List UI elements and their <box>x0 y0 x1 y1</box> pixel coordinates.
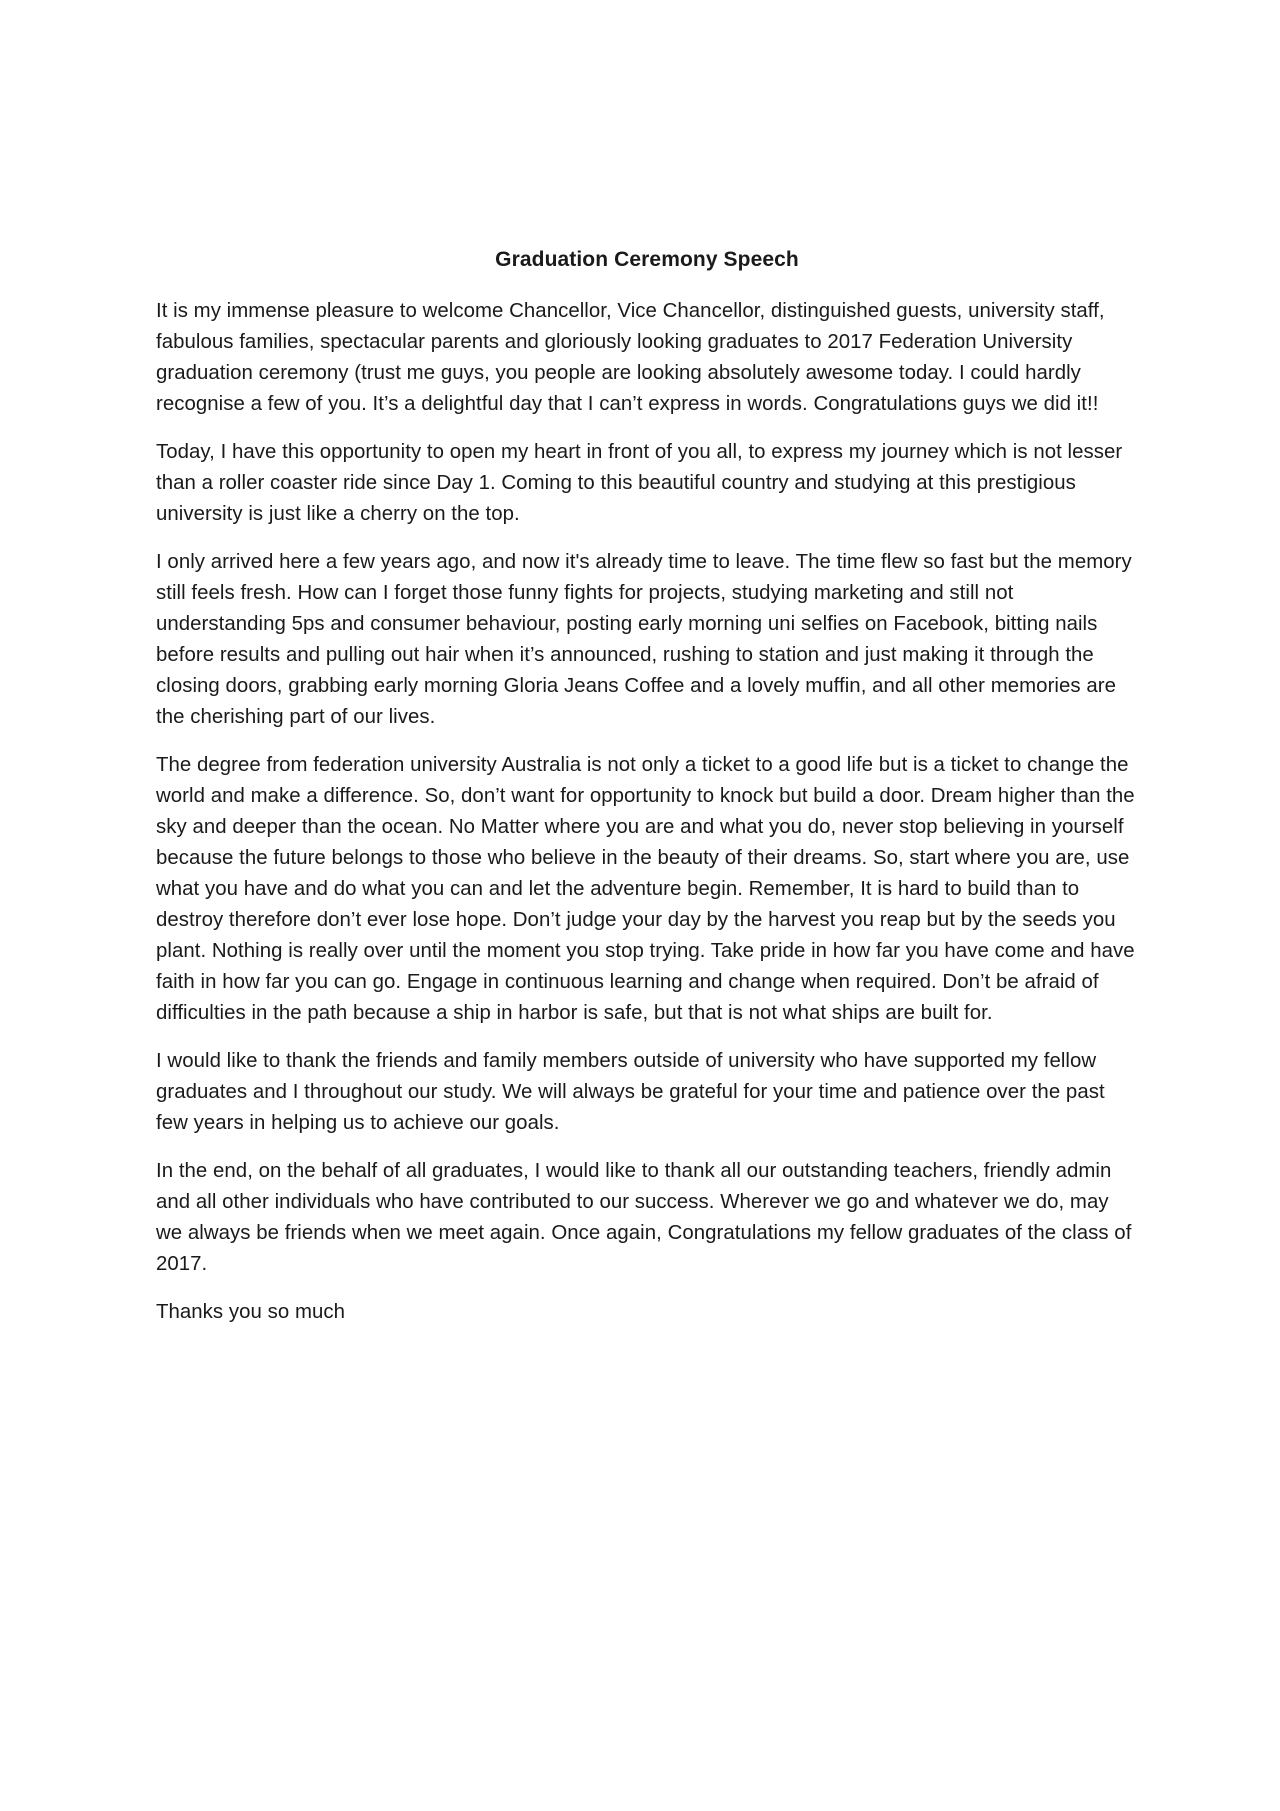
paragraph-degree: The degree from federation university Australia is not only a ticket to a good life but is a ticket to change the world and make a difference. So, don’t want for opportunity to knock but build a door. Dream higher than the sky and deeper than the ocean. No Matter where you are and what you do, never stop believing in yourself because the future belongs to those who believe in the beauty of their dreams. So, start where you are, use what you have and do what you can and let the adventure begin. Remember, It is hard to build than to destroy therefore don’t ever lose hope. Don’t judge your day by the harvest you reap but by the seeds you plant. Nothing is really over until the moment you stop trying. Take pride in how far you have come and have faith in how far you can go. Engage in continuous learning and change when required. Don’t be afraid of difficulties in the path because a ship in harbor is safe, but that is not what ships are built for. <box>156 754 1135 1024</box>
paragraph-welcome: It is my immense pleasure to welcome Chancellor, Vice Chancellor, distinguished guests, university staff, fabulous families, spectacular parents and gloriously looking graduates to 2017 Federation University graduation ceremony (trust me guys, you people are looking absolutely awesome today. I could hardly recognise a few of you. It’s a delightful day that I can’t express in words. Congratulations guys we did it!! <box>156 300 1105 415</box>
paragraph-memories: I only arrived here a few years ago, and now it's already time to leave. The time flew so fast but the memory still feels fresh. How can I forget those funny fights for projects, studying marketing and still not understanding 5ps and consumer behaviour, posting early morning uni selfies on Facebook, bitting nails before results and pulling out hair when it’s announced, rushing to station and just making it through the closing doors, grabbing early morning Gloria Jeans Coffee and a lovely muffin, and all other memories are the cherishing part of our lives. <box>156 551 1132 728</box>
paragraph-thanks-family: I would like to thank the friends and family members outside of university who have supported my fellow graduates and I throughout our study. We will always be grateful for your time and patience over the past few years in helping us to achieve our goals. <box>156 1050 1105 1134</box>
document-title: Graduation Ceremony Speech <box>495 248 799 271</box>
paragraph-closing: Thanks you so much <box>156 1301 346 1323</box>
paragraph-journey: Today, I have this opportunity to open my heart in front of you all, to express my journey which is not lesser than a roller coaster ride since Day 1. Coming to this beautiful country and studying at this prestigious university is just like a cherry on the top. <box>156 441 1123 525</box>
paragraph-thanks-teachers: In the end, on the behalf of all graduates, I would like to thank all our outstanding teachers, friendly admin and all other individuals who have contributed to our success. Wherever we go and whatever we do, may we always be friends when we meet again. Once again, Congratulations my fellow graduates of the class of 2017. <box>156 1160 1132 1275</box>
document-body <box>156 246 1138 1345</box>
